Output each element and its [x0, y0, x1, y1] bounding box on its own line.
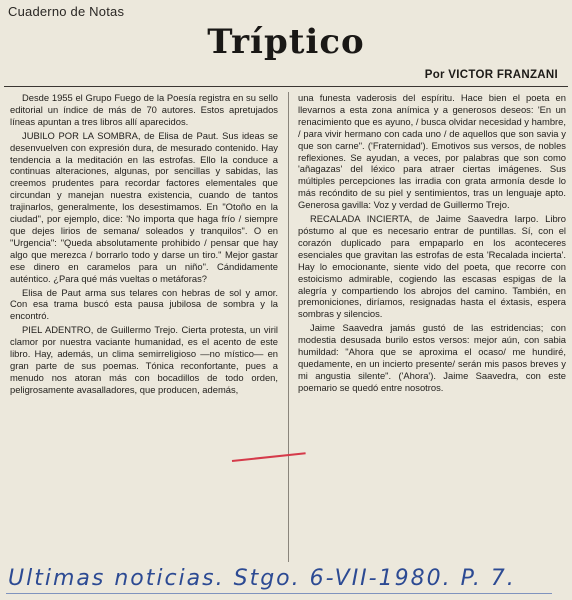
review-jubilo-paragraph: JUBILO POR LA SOMBRA, de Elisa de Paut. Sus ideas se desenvuelven con expresión dura, de mesurado contenido. Hay tendencia a la meditación en las estrofas. Ello la conduce a continuas alteraciones, algunas, por sencillas y sabidas, las creemos prudentes para recordar factores elementales que circundan y manejan nuestra existencia, cuando de tantos trajinarlos, generalmente, los desestimamos. En "Otoño en la ciudad", por ejemplo, dice: 'No importa que haga frío / siempre que dejes lirios de semana/ soleados y tranquilos". O en "Urgencia": "Queda absolutamente prohibido / pensar que hay algo que merezca / borrarlo todo y darse un tiro." Mejor gastar ese dinero en caramelos para un niño". Cándidamente auténtico. ¿Para qué más vueltas o metáforas? — [10, 129, 278, 284]
section-label: Cuaderno de Notas — [8, 4, 125, 19]
review-piel-continued: una funesta vaderosis del espíritu. Hace bien el poeta en llevarnos a esta zona anímica y a generosos deseos: 'En un renacimiento que es ayuno, / busca olvidar necesidad y hambre, / para vivir hermano con cada uno / de aquellos que son savia y que son carne". ('Fraternidad'). Emotivos sus versos, de nobles reflexiones. Se ayudan, a veces, por palabras que son como 'añagazas' del léxico para atraer ciertas imágenes. Sus múltiples percepciones las irradia con grata armonía desde lo más recóndito de su piel y sentimientos, tras un lenguaje apto. Generosa gavilla: Voz y verdad de Guillermo Trejo. — [298, 92, 566, 211]
intro-paragraph: Desde 1955 el Grupo Fuego de la Poesía registra en su sello editorial un índice de más de 70 autores. Estos apretujados líneas apuntan a tres libros allí aparecidos. — [10, 92, 278, 127]
right-column — [298, 92, 566, 396]
review-jubilo-closing: Elisa de Paut arma sus telares con hebras de sol y amor. Con esa trama buscó esta pausa jubilosa de sombra y la encontró. — [10, 286, 278, 322]
author-byline: Por VICTOR FRANZANI — [424, 69, 558, 81]
red-marker-underline — [232, 452, 306, 462]
article-title: Tríptico — [207, 22, 365, 62]
handwriting-baseline — [6, 593, 552, 594]
review-recalada-paragraph: RECALADA INCIERTA, de Jaime Saavedra Iarpo. Libro póstumo al que es necesario entrar de puntillas. Sí, con el corazón duplicado para empaparlo en los aconteceres esenciales que gravitan las estrofas de esta 'Recalada incierta'. Hay lo emocionante, siente vido del poeta, que recorre con estoicismo admirable, cogiendo las escasas espigas de la alegría y compartiendo los abrojos del camino. También, en premoniciones, diríamos, resignadas hasta el éxtasis, espera sombras y silencios. — [298, 213, 566, 320]
handwritten-source-note: Ultimas noticias. Stgo. 6-VII-1980. P. 7. — [8, 566, 516, 591]
column-divider — [288, 92, 289, 562]
left-column — [10, 92, 278, 398]
review-recalada-closing: Jaime Saavedra jamás gustó de las estridencias; con modestia desusada burilo estos versos: mejor aún, con sabia humildad: "Ahora que se aproxima el ocaso/ me hundiré, quedamente, en un incierto presente/ serán mis pasos breves y mi angustia silente". ('Ahora'). Jaime Saavedra, con este poemario se quedó entre nosotros. — [298, 322, 566, 393]
header-rule — [4, 86, 568, 87]
review-piel-paragraph: PIEL ADENTRO, de Guillermo Trejo. Cierta protesta, un viril clamor por nuestra vaciante humanidad, es el acento de este libro. Hay, además, un clima semirreligioso —no místico— en gran parte de sus poemas. Tónica reconfortante, pues a menudo nos atoran más con bocadillos de todo orden, peligrosamente avasalladores, que producen, además, — [10, 324, 278, 395]
